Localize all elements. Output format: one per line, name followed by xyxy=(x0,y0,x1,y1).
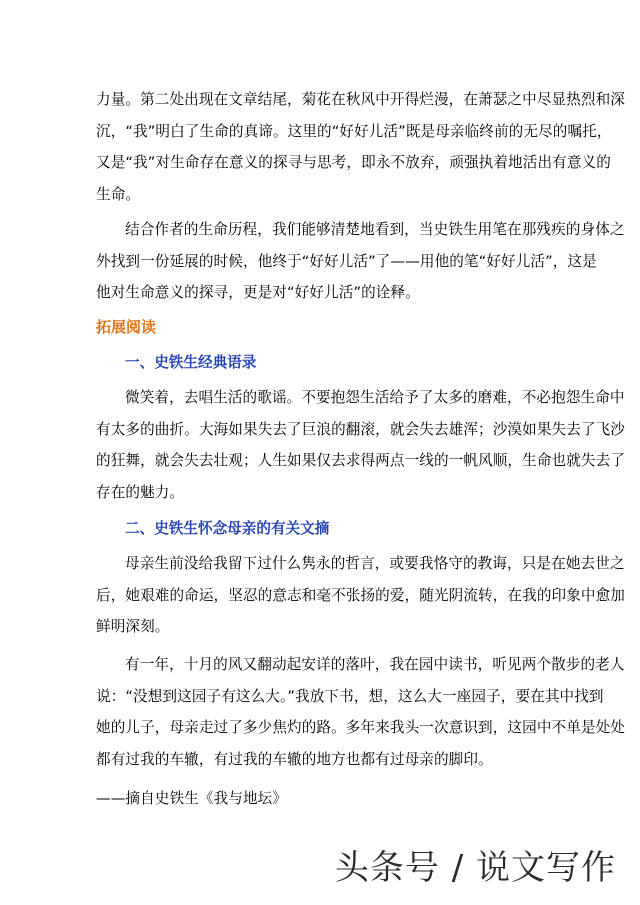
source-citation xyxy=(96,783,551,815)
text-line: 鲜明深刻。 xyxy=(96,618,170,635)
section-heading-mother: 二、史铁生怀念母亲的有关文摘 xyxy=(125,520,330,537)
text-line: 她的儿子，母亲走过了多少焦灼的路。多年来我头一次意识到，这园中不单是处处 xyxy=(96,719,625,736)
text-line: 后，她艰难的命运，坚忍的意志和毫不张扬的爱，随光阴流转，在我的印象中愈加 xyxy=(96,586,625,604)
text-line: 结合作者的生命历程，我们能够清楚地看到，当史铁生用笔在那残疾的身体之 xyxy=(125,221,625,238)
text-line: 说：“没想到这园子有这么大。”我放下书，想，这么大一座园子，要在其中找到 xyxy=(96,687,604,705)
section-heading-quotes: 一、史铁生经典语录 xyxy=(125,354,257,371)
paragraph-life-meaning xyxy=(96,84,625,210)
text-line: 存在的魅力。 xyxy=(96,483,185,501)
text-line: 的狂舞，就会失去壮观；人生如果仅去求得两点一线的一帆风顺，生命也就失去了 xyxy=(96,452,625,469)
text-line: 都有过我的车辙，有过我的车辙的地方也都有过母亲的脚印。 xyxy=(96,750,493,768)
text-line: 微笑着，去唱生活的歌谣。不要抱怨生活给予了太多的磨难，不必抱怨生命中 xyxy=(125,389,625,406)
text-line: 有一年，十月的风又翻动起安详的落叶，我在园中读书，听见两个散步的老人 xyxy=(125,656,625,673)
watermark-text: 头条号 / 说文写作 xyxy=(334,848,616,888)
paragraph-author-journey xyxy=(96,214,625,309)
paragraph-quotes xyxy=(96,382,625,508)
text-line: 有太多的曲折。大海如果失去了巨浪的翻滚，就会失去雄浑；沙漠如果失去了飞沙 xyxy=(96,420,625,438)
text-line: 生命。 xyxy=(96,185,141,203)
text-line: 他对生命意义的探寻，更是对“好好儿活”的诠释。 xyxy=(96,284,420,301)
text-line: 力量。第二处出现在文章结尾，菊花在秋风中开得烂漫，在萧瑟之中尽显热烈和深 xyxy=(96,91,625,108)
citation-text: ——摘自史铁生《我与地坛》 xyxy=(96,790,288,807)
text-line: 母亲生前没给我留下过什么隽永的哲言，或要我恪守的教诲，只是在她去世之 xyxy=(125,555,625,572)
paragraph-garden xyxy=(96,649,625,775)
extended-reading-heading: 拓展阅读 xyxy=(96,318,157,336)
text-line: 又是“我”对生命存在意义的探寻与思考，即永不放弃，顽强执着地活出有意义的 xyxy=(96,154,611,171)
text-line: 沉，“我”明白了生命的真谛。这里的“好好儿活”既是母亲临终前的无尽的嘱托， xyxy=(96,122,612,140)
paragraph-mother-legacy xyxy=(96,548,625,643)
text-line: 外找到一份延展的时候，他终于“好好儿活”了——用他的笔“好好儿活”，这是 xyxy=(96,252,597,270)
